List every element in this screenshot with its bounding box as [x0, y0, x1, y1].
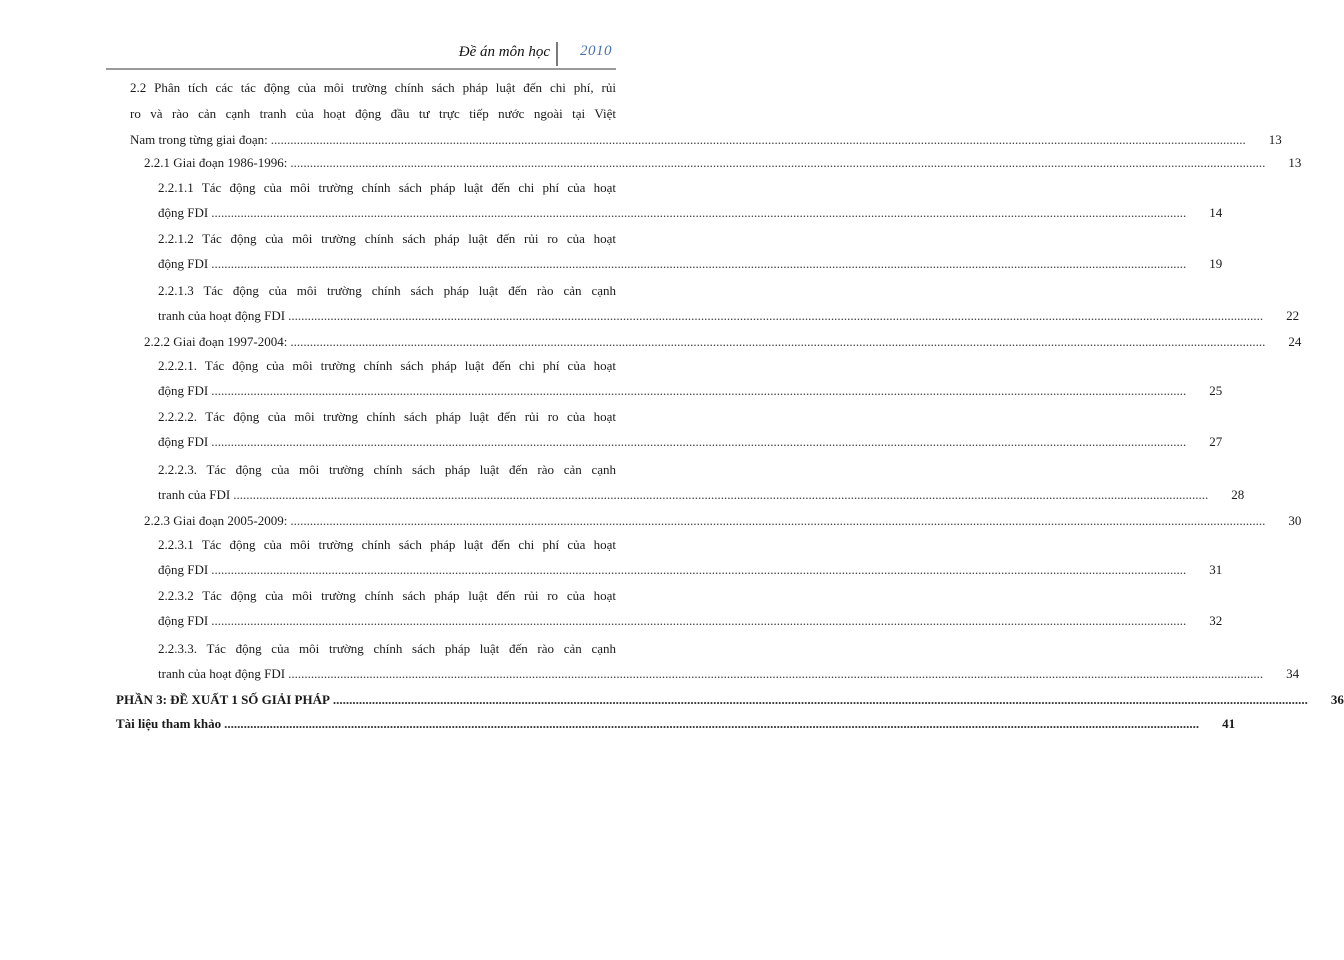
toc-page-number: 30: [1288, 513, 1302, 528]
header-title: Đề án môn học: [458, 44, 550, 60]
toc-entry-text: 2.2.2.3. Tác động của môi trường chính sách pháp luật đến rào cản cạnh: [158, 462, 616, 477]
toc-dot-leader: ............................................................................................................................................................................................................................................................................................................: [233, 487, 1209, 502]
header-rule: [106, 68, 616, 70]
toc-entry-line[interactable]: [158, 534, 616, 556]
toc-entry-text: 2.2.3.2 Tác động của môi trường chính sách pháp luật đến rủi ro của hoạt: [158, 588, 616, 603]
toc-entry[interactable]: [158, 253, 1223, 275]
toc-page-number: 19: [1209, 256, 1223, 271]
toc-dot-leader: ............................................................................................................................................................................................................................................................................................................: [211, 434, 1187, 449]
toc-dot-leader: ............................................................................................................................................................................................................................................................................................................: [211, 613, 1187, 628]
toc-entry-line[interactable]: [130, 103, 616, 125]
toc-entry-text: PHẦN 3: ĐỀ XUẤT 1 SỐ GIẢI PHÁP: [116, 692, 330, 707]
toc-entry-line[interactable]: [158, 585, 616, 607]
toc-entry-text: 2.2 Phân tích các tác động của môi trường chính sách pháp luật đến chi phí, rủi: [130, 80, 616, 95]
toc-entry-text: động FDI: [158, 205, 209, 220]
toc-page-number: 14: [1209, 205, 1223, 220]
toc-entry-text: 2.2.2.2. Tác động của môi trường chính sách pháp luật đến rủi ro của hoạt: [158, 409, 616, 424]
toc-entry-text: 2.2.1.1 Tác động của môi trường chính sách pháp luật đến chi phí của hoạt: [158, 180, 616, 195]
toc-page-number: 13: [1268, 132, 1282, 147]
toc-entry[interactable]: [144, 510, 1302, 532]
toc-page-number: 32: [1209, 613, 1223, 628]
toc-entry-text: động FDI: [158, 434, 209, 449]
toc-entry[interactable]: [144, 331, 1302, 353]
toc-entry-line[interactable]: [158, 459, 616, 481]
toc-entry[interactable]: [158, 202, 1223, 224]
toc-page-number: 13: [1288, 155, 1302, 170]
toc-entry[interactable]: [144, 152, 1302, 174]
toc-entry-line[interactable]: [158, 638, 616, 660]
toc-entry-line[interactable]: [158, 228, 616, 250]
toc-entry[interactable]: [158, 610, 1223, 632]
toc-dot-leader: ............................................................................................................................................................................................................................................................................................................: [211, 205, 1187, 220]
toc-page-number: 22: [1286, 308, 1300, 323]
toc-entry-text: ro và rào cản cạnh tranh của hoạt động đầu tư trực tiếp nước ngoài tại Việt: [130, 106, 616, 121]
header-year: 2010: [580, 43, 612, 59]
toc-entry-text: tranh của hoạt động FDI: [158, 666, 286, 681]
toc-entry-text: tranh của hoạt động FDI: [158, 308, 286, 323]
toc-dot-leader: ............................................................................................................................................................................................................................................................................................................: [211, 562, 1187, 577]
toc-dot-leader: ............................................................................................................................................................................................................................................................................................................: [270, 132, 1246, 147]
toc-entry-line[interactable]: [158, 177, 616, 199]
toc-dot-leader: ............................................................................................................................................................................................................................................................................................................: [290, 513, 1266, 528]
toc-entry-text: động FDI: [158, 562, 209, 577]
toc-entry-line[interactable]: [158, 355, 616, 377]
toc-dot-leader: ............................................................................................................................................................................................................................................................................................................: [211, 383, 1187, 398]
page-header: [106, 30, 616, 68]
toc-dot-leader: ............................................................................................................................................................................................................................................................................................................: [332, 692, 1308, 707]
toc-page-number: 28: [1231, 487, 1245, 502]
toc-entry-text: tranh của FDI: [158, 487, 231, 502]
toc-entry[interactable]: [158, 380, 1223, 402]
toc-entry[interactable]: [116, 689, 1344, 711]
toc-entry[interactable]: [158, 484, 1245, 506]
toc-entry-text: 2.2.3.3. Tác động của môi trường chính sách pháp luật đến rào cản cạnh: [158, 641, 616, 656]
toc-entry-line[interactable]: [130, 77, 616, 99]
toc-entry-text: 2.2.3.1 Tác động của môi trường chính sách pháp luật đến chi phí của hoạt: [158, 537, 616, 552]
toc-entry-text: Nam trong từng giai đoạn:: [130, 132, 268, 147]
toc-entry-text: 2.2.3 Giai đoạn 2005-2009:: [144, 513, 288, 528]
toc-entry[interactable]: [158, 559, 1223, 581]
header-separator: [556, 42, 558, 66]
toc-entry-text: 2.2.2 Giai đoạn 1997-2004:: [144, 334, 288, 349]
toc-dot-leader: ............................................................................................................................................................................................................................................................................................................: [290, 155, 1266, 170]
toc-entry-text: Tài liệu tham khảo: [116, 716, 222, 731]
toc-entry-text: động FDI: [158, 256, 209, 271]
toc-page-number: 24: [1288, 334, 1302, 349]
toc-page-number: 31: [1209, 562, 1223, 577]
toc-entry-line[interactable]: [158, 406, 616, 428]
toc-dot-leader: ............................................................................................................................................................................................................................................................................................................: [211, 256, 1187, 271]
toc-entry-text: 2.2.1 Giai đoạn 1986-1996:: [144, 155, 288, 170]
toc-entry-text: 2.2.2.1. Tác động của môi trường chính sách pháp luật đến chi phí của hoạt: [158, 358, 616, 373]
toc-entry[interactable]: [158, 431, 1223, 453]
toc-entry[interactable]: [158, 305, 1300, 327]
toc-entry-text: 2.2.1.3 Tác động của môi trường chính sách pháp luật đến rào cản cạnh: [158, 283, 616, 298]
toc-dot-leader: ............................................................................................................................................................................................................................................................................................................: [288, 308, 1264, 323]
toc-entry-line[interactable]: [158, 280, 616, 302]
toc-dot-leader: ............................................................................................................................................................................................................................................................................................................: [288, 666, 1264, 681]
toc-page-number: 36: [1330, 692, 1344, 707]
toc-entry-text: động FDI: [158, 613, 209, 628]
toc-dot-leader: ............................................................................................................................................................................................................................................................................................................: [290, 334, 1266, 349]
toc-dot-leader: ............................................................................................................................................................................................................................................................................................................: [224, 716, 1200, 731]
toc-page-number: 25: [1209, 383, 1223, 398]
toc-entry[interactable]: [116, 713, 1236, 735]
toc-page-number: 34: [1286, 666, 1300, 681]
toc-entry[interactable]: [158, 663, 1300, 685]
toc-entry-text: 2.2.1.2 Tác động của môi trường chính sách pháp luật đến rủi ro của hoạt: [158, 231, 616, 246]
toc-entry-text: động FDI: [158, 383, 209, 398]
toc-page-number: 41: [1222, 716, 1236, 731]
toc-entry[interactable]: [130, 129, 1282, 151]
toc-page-number: 27: [1209, 434, 1223, 449]
